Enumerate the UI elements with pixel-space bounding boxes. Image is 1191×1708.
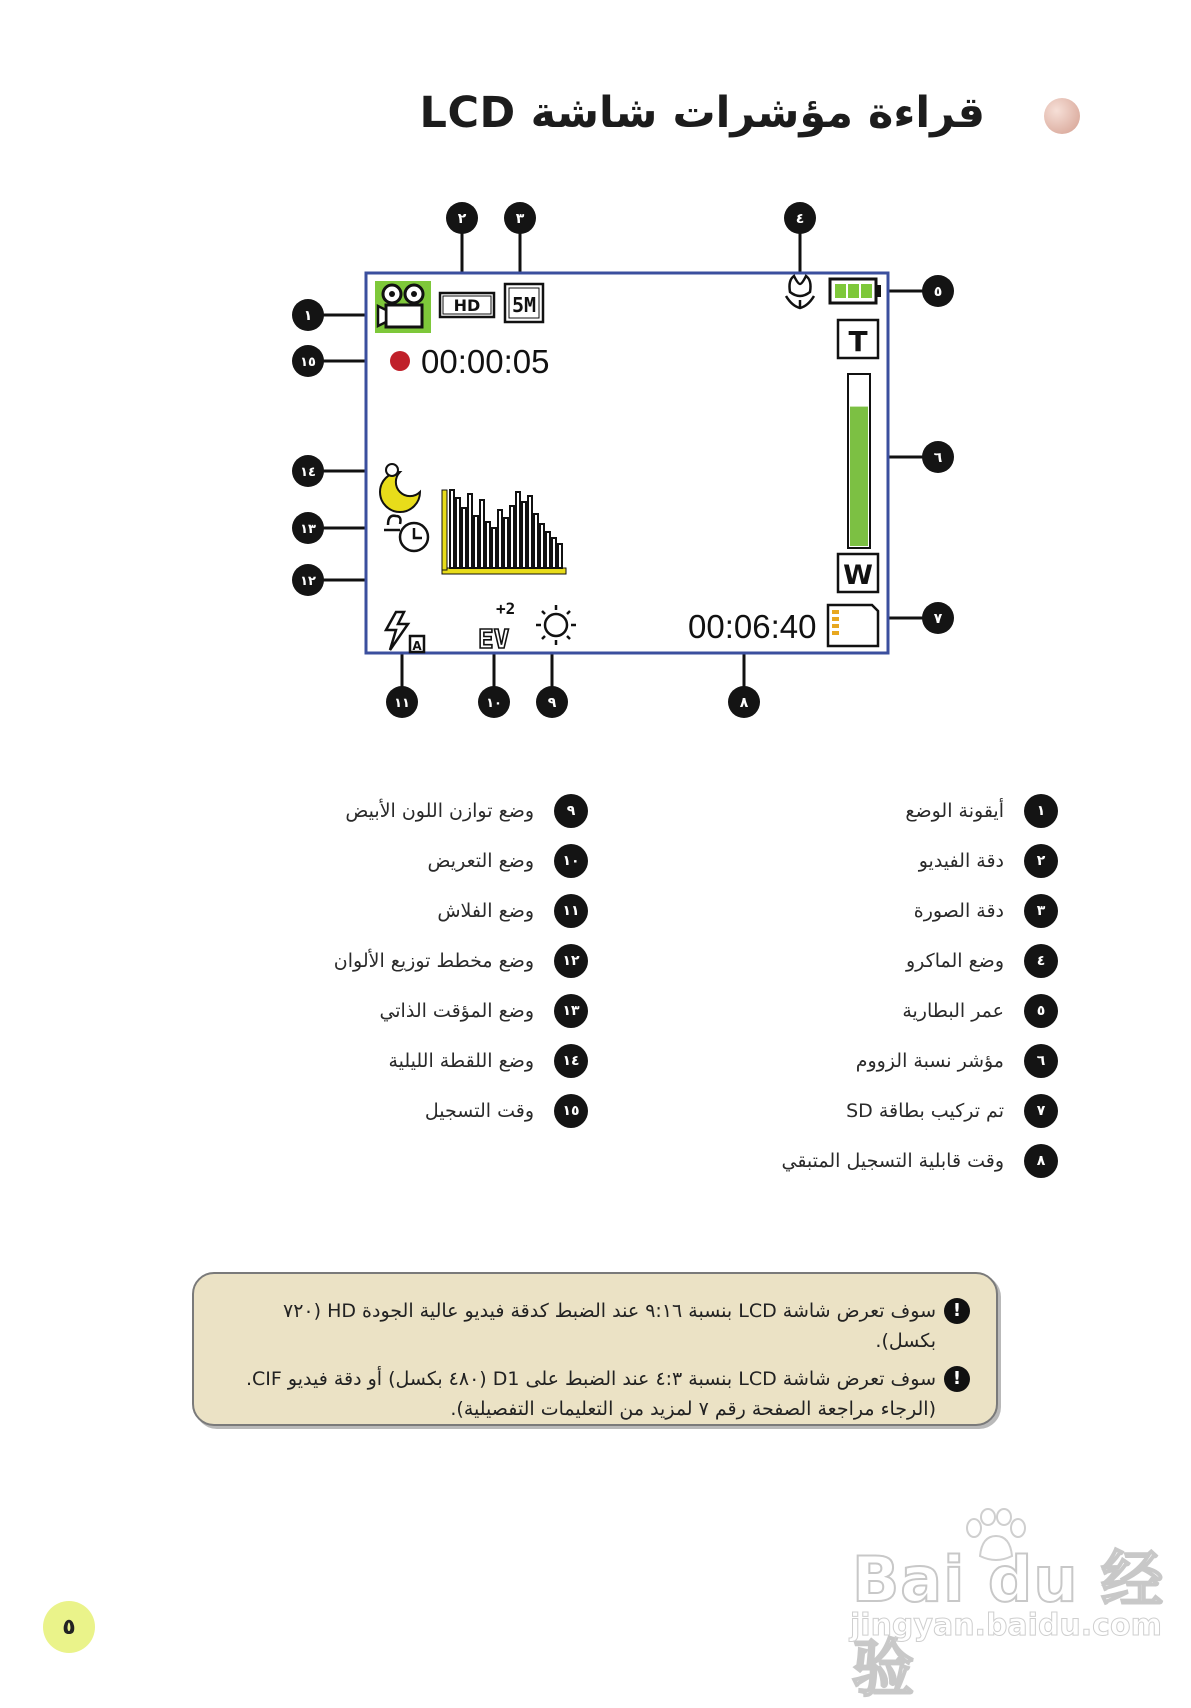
legend-label: مؤشر نسبة الزووم bbox=[855, 1050, 1004, 1072]
legend-item bbox=[118, 1086, 588, 1136]
note-line bbox=[220, 1364, 970, 1394]
battery-icon bbox=[830, 279, 881, 303]
legend-number: ٣ bbox=[1024, 894, 1058, 928]
histogram-bar bbox=[462, 508, 466, 568]
hd-badge-text: HD bbox=[453, 296, 481, 315]
svg-text:٥: ٥ bbox=[933, 284, 943, 300]
exclamation-icon: ! bbox=[944, 1366, 970, 1392]
legend-number: ١٠ bbox=[554, 844, 588, 878]
svg-text:١٢: ١٢ bbox=[300, 574, 316, 589]
legend-label: وضع التعريض bbox=[427, 850, 534, 872]
histogram-bar bbox=[546, 532, 550, 568]
video-mode-icon bbox=[375, 281, 431, 333]
legend-left bbox=[118, 786, 588, 1136]
histogram-bar bbox=[456, 498, 460, 568]
legend-right bbox=[588, 786, 1058, 1186]
histogram-bar bbox=[522, 502, 526, 568]
remaining-time: 00:06:40 bbox=[688, 608, 817, 645]
photo-badge-text: 5M bbox=[511, 293, 537, 317]
legend-label: أيقونة الوضع bbox=[905, 800, 1004, 822]
histogram-bar bbox=[468, 494, 472, 568]
histogram-bar bbox=[504, 518, 508, 568]
svg-text:١٠: ١٠ bbox=[486, 696, 502, 711]
histogram-bar bbox=[528, 496, 532, 568]
flash-auto-label: A bbox=[412, 639, 422, 653]
legend-label: وقت التسجيل bbox=[424, 1100, 534, 1122]
legend-number: ٢ bbox=[1024, 844, 1058, 878]
record-time: 00:00:05 bbox=[421, 343, 550, 380]
note-text: (الرجاء مراجعة الصفحة رقم ٧ لمزيد من التعليمات التفصيلية). bbox=[450, 1398, 936, 1420]
legend-item bbox=[118, 786, 588, 836]
watermark-url: jingyan.baidu.com bbox=[850, 1608, 1162, 1643]
legend-number: ١ bbox=[1024, 794, 1058, 828]
lcd-frame bbox=[366, 273, 888, 653]
zoom-tele-label: T bbox=[848, 325, 868, 358]
histogram-bar bbox=[534, 514, 538, 568]
legend-item bbox=[588, 1136, 1058, 1186]
legend-label: وضع مخطط توزيع الألوان bbox=[333, 950, 534, 972]
svg-text:٨: ٨ bbox=[739, 695, 749, 711]
watermark-brand: Bai du 经验 bbox=[852, 1543, 1165, 1705]
hd-resolution-icon bbox=[440, 293, 494, 317]
histogram-bar bbox=[474, 516, 478, 568]
legend-label: تم تركيب بطاقة SD bbox=[846, 1100, 1004, 1122]
exclamation-icon: ! bbox=[944, 1298, 970, 1324]
note-text: سوف تعرض شاشة LCD بنسبة ٩:١٦ عند الضبط كدقة فيديو عالية الجودة HD (٧٢٠ بكسل). bbox=[283, 1300, 936, 1352]
sd-card-icon bbox=[828, 605, 878, 646]
legend-item bbox=[588, 1036, 1058, 1086]
histogram-bar bbox=[510, 506, 514, 568]
histogram-bar bbox=[450, 490, 454, 568]
legend-item bbox=[588, 936, 1058, 986]
svg-text:١٥: ١٥ bbox=[300, 355, 316, 370]
histogram-bar bbox=[552, 538, 556, 568]
lcd-diagram bbox=[0, 180, 1191, 740]
svg-text:٤: ٤ bbox=[795, 211, 805, 227]
legend-item bbox=[588, 1086, 1058, 1136]
legend-number: ٨ bbox=[1024, 1144, 1058, 1178]
histogram-bar bbox=[516, 492, 520, 568]
record-dot-icon bbox=[390, 351, 410, 371]
svg-text:٣: ٣ bbox=[515, 211, 525, 227]
legend-item bbox=[118, 886, 588, 936]
legend-label: وضع الماكرو bbox=[905, 950, 1004, 972]
legend-item bbox=[118, 1036, 588, 1086]
legend-label: وضع الفلاش bbox=[437, 900, 534, 922]
legend-number: ٩ bbox=[554, 794, 588, 828]
histogram-bar bbox=[492, 528, 496, 568]
histogram-bar bbox=[558, 544, 562, 568]
legend-label: دقة الصورة bbox=[913, 900, 1004, 922]
ev-label: EV bbox=[478, 625, 510, 655]
legend-item bbox=[118, 986, 588, 1036]
histogram-bar bbox=[498, 510, 502, 568]
legend-number: ١١ bbox=[554, 894, 588, 928]
histogram-bar bbox=[486, 522, 490, 568]
svg-text:١٤: ١٤ bbox=[300, 465, 316, 480]
title-bullet-icon bbox=[1044, 98, 1080, 134]
legend-item bbox=[588, 786, 1058, 836]
legend-number: ٦ bbox=[1024, 1044, 1058, 1078]
note-line bbox=[220, 1394, 970, 1424]
note-line bbox=[220, 1296, 970, 1356]
ev-value: +2 bbox=[496, 599, 516, 618]
svg-text:١١: ١١ bbox=[394, 696, 410, 711]
legend-number: ١٤ bbox=[554, 1044, 588, 1078]
histogram-bar bbox=[480, 500, 484, 568]
legend-number: ١٣ bbox=[554, 994, 588, 1028]
photo-resolution-icon bbox=[505, 284, 543, 322]
page-title: قراءة مؤشرات شاشة LCD bbox=[419, 88, 985, 138]
svg-text:٢: ٢ bbox=[457, 211, 467, 227]
legend-item bbox=[588, 886, 1058, 936]
legend-number: ١٢ bbox=[554, 944, 588, 978]
legend-item bbox=[588, 836, 1058, 886]
legend-number: ٥ bbox=[1024, 994, 1058, 1028]
page-number: ٥ bbox=[43, 1601, 95, 1653]
svg-text:٧: ٧ bbox=[933, 611, 943, 627]
legend-number: ٧ bbox=[1024, 1094, 1058, 1128]
legend-label: دقة الفيديو bbox=[918, 850, 1004, 872]
legend-label: عمر البطارية bbox=[902, 1000, 1004, 1022]
zoom-level-bar bbox=[850, 407, 868, 546]
svg-text:١: ١ bbox=[303, 308, 313, 324]
legend-item bbox=[118, 836, 588, 886]
legend-number: ٤ bbox=[1024, 944, 1058, 978]
svg-text:٦: ٦ bbox=[933, 450, 943, 466]
legend-label: وقت قابلية التسجيل المتبقي bbox=[781, 1150, 1004, 1172]
svg-text:٩: ٩ bbox=[547, 695, 557, 711]
histogram-bar bbox=[540, 524, 544, 568]
legend-item bbox=[588, 986, 1058, 1036]
note-text: سوف تعرض شاشة LCD بنسبة ٤:٣ عند الضبط على D1 (٤٨٠ بكسل) أو دقة فيديو CIF. bbox=[245, 1368, 936, 1390]
legend-item bbox=[118, 936, 588, 986]
legend-label: وضع اللقطة الليلية bbox=[388, 1050, 534, 1072]
legend-number: ١٥ bbox=[554, 1094, 588, 1128]
note-box bbox=[192, 1272, 998, 1426]
legend-label: وضع المؤقت الذاتي bbox=[379, 1000, 534, 1022]
svg-text:١٣: ١٣ bbox=[300, 522, 316, 537]
legend-label: وضع توازن اللون الأبيض bbox=[345, 800, 534, 822]
zoom-wide-label: W bbox=[843, 560, 873, 591]
